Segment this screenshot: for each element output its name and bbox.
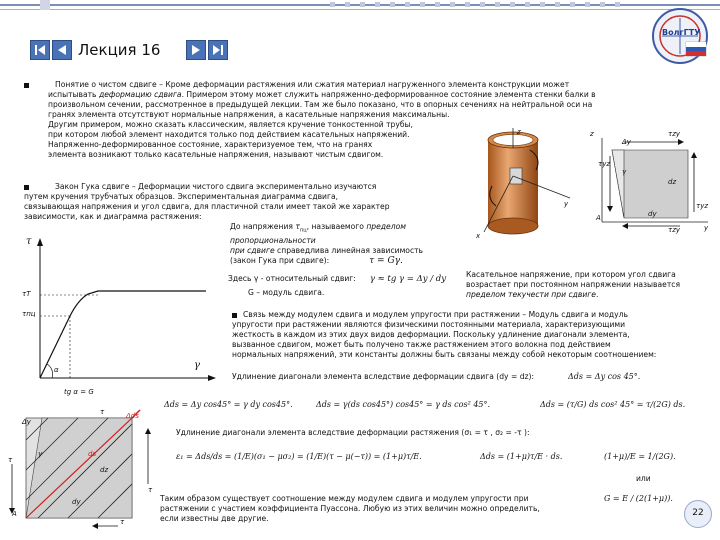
formula-ds-5: Δds = (1+μ)τ/E · ds. bbox=[480, 452, 563, 461]
element-dy: dy bbox=[648, 210, 657, 218]
logo-text: ВолгГТУ bbox=[662, 28, 701, 37]
element-gamma: γ bbox=[622, 168, 627, 176]
formula-ds-2: Δds = Δy cos45° = γ dy cos45°. bbox=[164, 400, 293, 409]
formula-ds-1: Δds = Δy cos 45°. bbox=[568, 372, 641, 381]
first-slide-button[interactable] bbox=[30, 40, 50, 60]
el2-tau-right: τ bbox=[148, 486, 153, 494]
bullet-icon bbox=[232, 313, 237, 318]
tube-x-label: x bbox=[476, 232, 481, 240]
diagonal-element-figure bbox=[8, 404, 158, 534]
formula-ds-3: Δds = γ(ds cos45°) cos45° = γ ds cos² 45°. bbox=[316, 400, 491, 409]
element-tau-yz-left: τyz bbox=[598, 160, 611, 168]
section-moduli-relation: Связь между модулем сдвига и модулем упругости при растяжении – Модуль сдвига и модуль упругости при растяжении являются физическими постоянными материала, характеризующими жесткость в каждом из этих двух видов деформации. Поскольку удлинение диагонали элемента, вызванное сдвигом, может быть получено также растяжением этого волокна под действием нормальных напряжений, эти константы должны быть связаны между собой некоторым соотношением: bbox=[232, 310, 657, 359]
formula-G: G = E / (2(1+μ)). bbox=[604, 494, 673, 503]
element-tau-yz-right: τyz bbox=[696, 202, 709, 210]
top-decoration bbox=[0, 0, 720, 22]
element-tau-zy-top: τzy bbox=[668, 130, 681, 138]
shear-element-figure bbox=[588, 130, 712, 236]
diagram-tau-axis: τ bbox=[26, 236, 32, 247]
el2-dy: dy bbox=[72, 498, 81, 506]
formula-ds-4: Δds = (τ/G) ds cos² 45° = τ/(2G) ds. bbox=[540, 400, 686, 409]
formula-eps: ε₁ = Δds/ds = (1/E)(σ₁ − μσ₂) = (1/E)(τ − μ(−τ)) = (1+μ)τ/E. bbox=[176, 452, 422, 461]
formula-equality: (1+μ)/E = 1/(2G). bbox=[604, 452, 676, 461]
el2-A: A bbox=[12, 510, 17, 518]
university-logo bbox=[650, 6, 714, 66]
tube-y-label: y bbox=[564, 200, 569, 208]
tube-torsion-figure bbox=[470, 128, 580, 246]
page-title: Лекция 16 bbox=[78, 41, 161, 59]
gamma-definition: Здесь γ - относительный сдвиг: γ ≈ tg γ = Δy / dy G – модуль сдвига. bbox=[228, 274, 447, 297]
el2-gamma: γ bbox=[38, 450, 43, 458]
el2-ds: ds bbox=[88, 450, 97, 458]
next-slide-button[interactable] bbox=[186, 40, 206, 60]
section-pure-shear: Понятие о чистом сдвиге – Кроме деформации растяжения или сжатия материал нагруженного элемента конструкции может испытывать деформацию сдвига. Примером этому может служить напряженно-деформированное состояние элемента стенки балки в произвольном сечении, рассмотренное в предыдущей лекции. Там же было показано, что в опорных сечениях на нейтральной оси на гранях элемента отсутствуют нормальные напряжения, а касательные напряжения максимальны. Другим примером, можно сказать классическим, является кручение тонкостенной трубы, при котором любой элемент находится только под действием касательных напряжений. Напряженно-деформированное состояние, характеризуемое тем, что на гранях элемента возникают только касательные напряжения, называют чистым сдвигом. bbox=[24, 80, 700, 160]
prev-slide-button[interactable] bbox=[52, 40, 72, 60]
el2-dz: dz bbox=[100, 466, 109, 474]
diagram-tg-label: tg α = G bbox=[64, 388, 94, 396]
diagonal-tension-text: Удлинение диагонали элемента вследствие деформации растяжения (σ₁ = τ , σ₂ = -τ ): bbox=[176, 428, 530, 437]
element-z-label: z bbox=[590, 130, 594, 138]
element-dz: dz bbox=[668, 178, 677, 186]
element-dy-top: Δy bbox=[622, 138, 631, 146]
bullet-icon bbox=[24, 185, 29, 190]
tube-z-label: z bbox=[517, 128, 521, 136]
last-slide-button[interactable] bbox=[208, 40, 228, 60]
el2-tau-top: τ bbox=[100, 408, 105, 416]
el2-tau-bottom: τ bbox=[120, 518, 125, 526]
page-number-badge bbox=[684, 500, 712, 528]
or-label: или bbox=[636, 474, 651, 483]
conclusion-text: Таким образом существует соотношение между модулем сдвига и модулем упругости при растяжении с участием коэффициента Пуассона. Любую из этих величин можно определить, если известны две другие. bbox=[160, 494, 540, 523]
el2-dy-top: Δy bbox=[22, 418, 31, 426]
element-tau-zy-bottom: τzy bbox=[668, 226, 681, 234]
el2-dds: Δds bbox=[126, 412, 139, 420]
section-hooke-law: Закон Гука сдвиге – Деформации чистого сдвига экспериментально изучаются путем кручения трубчатых образцов. Экспериментальная диаграмма сдвига, связывающая напряжения и угол сдвига, для пластичной стали имеет такой же характер зависимости, как и диаграмма растяжения: До напряжения $\tau_{пц}$, называемого пределом пропорциональности при сдвиге справедлива линейная зависимость (закон Гука при сдвиге): τ = Gγ. bbox=[24, 182, 424, 266]
page-number: 22 bbox=[692, 508, 704, 518]
el2-tau-left: τ bbox=[8, 456, 13, 464]
element-y-label: y bbox=[704, 224, 709, 232]
diagram-tau-T: τТ bbox=[22, 290, 31, 298]
diagram-alpha: α bbox=[54, 366, 59, 374]
element-A: A bbox=[596, 214, 601, 222]
diagonal-shear-text: Удлинение диагонали элемента вследствие деформации сдвига (dy = dz): bbox=[232, 372, 535, 381]
diagram-tau-pc: τпц bbox=[22, 310, 36, 318]
bullet-icon bbox=[24, 83, 29, 88]
diagram-gamma-axis: γ bbox=[194, 360, 200, 371]
shear-diagram bbox=[18, 238, 218, 384]
yield-stress-text: Касательное напряжение, при котором угол сдвига возрастает при постоянном напряжении называется пределом текучести при сдвиге. bbox=[466, 270, 681, 299]
